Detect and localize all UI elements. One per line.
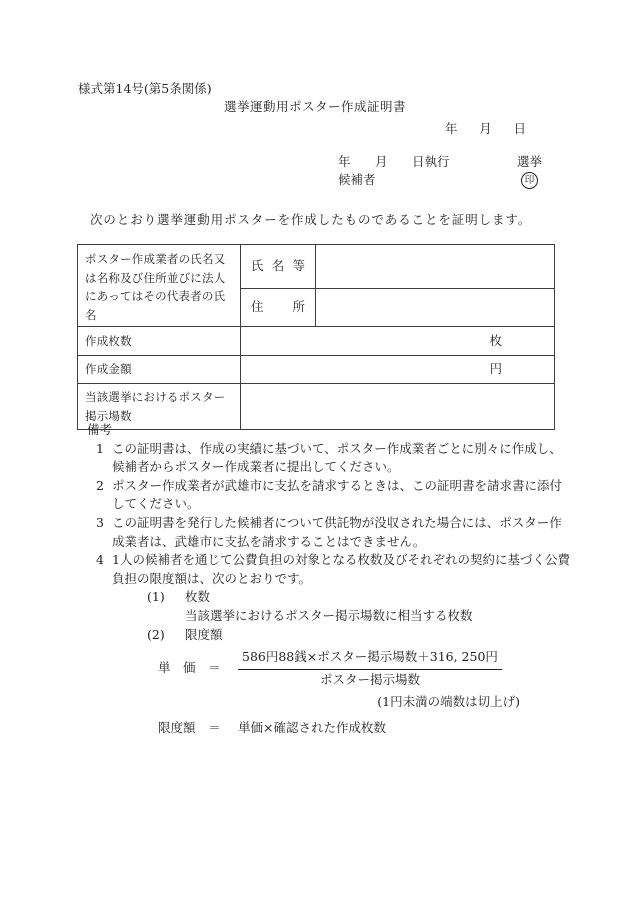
sheets-count-label: 作成枚数 bbox=[78, 327, 241, 356]
table-row bbox=[78, 327, 555, 356]
name-label: 氏 名 等 bbox=[241, 245, 316, 289]
limit-amount-label: 限度額 bbox=[158, 719, 196, 735]
candidate-label: 候補者 bbox=[338, 172, 376, 187]
remark-number: 4 bbox=[96, 552, 104, 568]
unit-price-label: 単 価 bbox=[158, 660, 196, 676]
table-row bbox=[78, 245, 555, 289]
election-label: 選挙 bbox=[517, 154, 543, 169]
certification-statement: 次のとおり選挙運動用ポスターを作成したものであることを証明します。 bbox=[90, 212, 532, 227]
sub-item-2 bbox=[87, 626, 573, 645]
equals-sign: ＝ bbox=[208, 660, 221, 676]
equals-sign: ＝ bbox=[208, 719, 221, 735]
page-title: 選挙運動用ポスター作成証明書 bbox=[223, 99, 406, 114]
form-number: 様式第14号(第5条関係) bbox=[78, 81, 212, 96]
remark-item-2 bbox=[87, 477, 573, 514]
seal-mark-icon: 印 bbox=[521, 172, 538, 189]
certificate-table bbox=[77, 244, 555, 430]
election-year-label: 年 bbox=[338, 154, 351, 169]
issue-year-label: 年 bbox=[445, 121, 458, 136]
remarks-section bbox=[87, 421, 573, 738]
issue-month-label: 月 bbox=[479, 121, 492, 136]
limit-amount-formula bbox=[158, 719, 573, 738]
name-value-cell bbox=[316, 245, 555, 289]
limit-amount-expression: 単価×確認された作成枚数 bbox=[238, 719, 386, 735]
remark-number: 3 bbox=[96, 514, 104, 530]
fraction-denominator: ポスター掲示場数 bbox=[319, 671, 420, 687]
remark-number: 1 bbox=[96, 440, 104, 456]
remark-text: この証明書を発行した候補者について供託物が没収された場合には、ポスター作成業者は、武雄市に支払を請求することはできません。 bbox=[112, 514, 562, 549]
candidate-line bbox=[338, 171, 553, 191]
remark-text: ポスター作成業者が武雄市に支払を請求するときは、この証明書を請求書に添付してください。 bbox=[112, 477, 563, 512]
sheets-count-value-cell: 枚 bbox=[241, 327, 555, 356]
election-day-executed-label: 日執行 bbox=[412, 154, 450, 169]
remarks-heading: 備考 bbox=[87, 422, 113, 437]
address-value-cell bbox=[316, 288, 555, 326]
sub-item-title: 枚数 bbox=[185, 589, 211, 605]
issue-day-label: 日 bbox=[513, 121, 526, 136]
rounding-note: (1円未満の端数は切上げ) bbox=[377, 694, 520, 710]
maker-name-address-label: ポスター作成業者の氏名又は名称及び住所並びに法人にあってはその代表者の氏名 bbox=[78, 245, 241, 327]
sub-item-number: (2) bbox=[147, 626, 165, 642]
sub-item-1 bbox=[87, 588, 573, 607]
issue-date-line bbox=[445, 120, 526, 139]
remark-text: 1人の候補者を通じて公費負担の対象となる枚数及びそれぞれの契約に基づく公費負担の限度額は、次のとおりです。 bbox=[112, 552, 570, 586]
remark-item-3 bbox=[87, 514, 573, 551]
election-month-label: 月 bbox=[375, 154, 388, 169]
election-execution-line bbox=[338, 153, 553, 172]
amount-label: 作成金額 bbox=[78, 356, 241, 384]
amount-value-cell: 円 bbox=[241, 356, 555, 384]
address-label: 住 所 bbox=[241, 288, 316, 326]
table-row bbox=[78, 356, 555, 384]
poster-sites-label: 当該選挙におけるポスター掲示場数 bbox=[78, 384, 241, 430]
remark-text: この証明書は、作成の実績に基づいて、ポスター作成業者ごとに別々に作成し、候補者からポスター作成業者に提出してください。 bbox=[112, 440, 562, 475]
sub-item-1-body: 当該選挙におけるポスター掲示場数に相当する枚数 bbox=[185, 607, 473, 623]
remark-item-4 bbox=[87, 551, 573, 588]
sub-item-number: (1) bbox=[147, 589, 165, 605]
unit-price-fraction bbox=[238, 648, 502, 689]
sub-item-title: 限度額 bbox=[185, 626, 223, 642]
unit-price-formula bbox=[158, 648, 573, 689]
remark-number: 2 bbox=[96, 477, 104, 493]
remark-item-1 bbox=[87, 440, 573, 477]
fraction-numerator: 586円88銭×ポスター掲示場数＋316, 250円 bbox=[238, 648, 502, 670]
